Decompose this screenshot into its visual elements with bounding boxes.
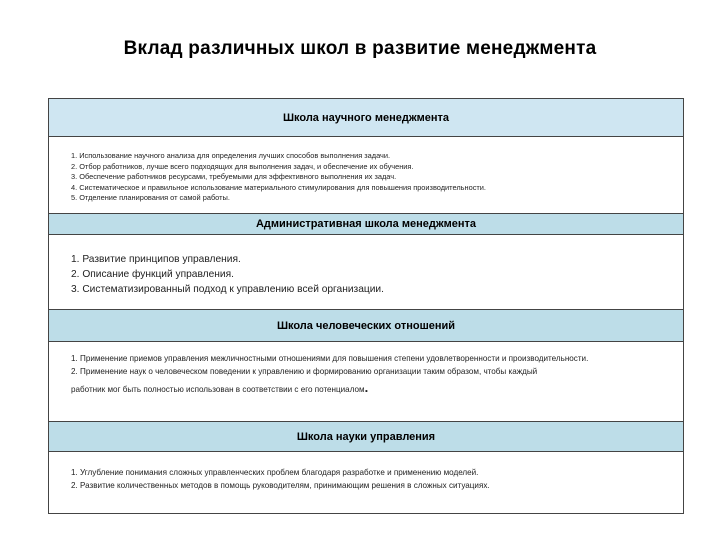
list-item (71, 380, 675, 397)
section-heading-management-science: Школа науки управления (49, 421, 683, 452)
list-item: 2. Отбор работников, лучше всего подходящих для выполнения задач, и обеспечение их обучения. (71, 161, 414, 171)
section-heading-administrative-school: Административная школа менеджмента (49, 213, 683, 235)
list-item: 4. Систематическое и правильное использование материального стимулирования для повышения производительности. (71, 182, 486, 192)
section-body-management-science (71, 467, 675, 492)
list-item: 1. Использование научного анализа для определения лучших способов выполнения задачи. (71, 151, 391, 160)
list-item: 1. Развитие принципов управления. (71, 254, 241, 265)
section-heading-human-relations: Школа человеческих отношений (49, 309, 683, 342)
list-item: 1. Углубление понимания сложных управленческих проблем благодаря разработке и применению моделей. (71, 468, 479, 477)
schools-table (48, 98, 684, 514)
section-body-scientific-management (71, 151, 675, 204)
section-body-administrative-school (71, 252, 675, 297)
list-item: 2. Развитие количественных методов в помощь руководителям, принимающим решения в сложных ситуациях. (71, 480, 490, 490)
list-item-text: работник мог быть полностью использован в соответствии с его потенциалом (71, 385, 365, 395)
list-item: 2. Описание функций управления. (71, 269, 234, 280)
list-item: 3. Систематизированный подход к управлению всей организации. (71, 284, 384, 295)
list-item: 5. Отделение планирования от самой работы. (71, 193, 230, 202)
page-title: Вклад различных школ в развитие менеджмента (123, 38, 597, 59)
list-item: 3. Обеспечение работников ресурсами, требуемыми для эффективного выполнения их задач. (71, 172, 397, 181)
section-body-human-relations (71, 353, 675, 397)
list-item: 2. Применение наук о человеческом поведении к управлению и формированию организации таким образом, чтобы каждый (71, 366, 538, 376)
section-heading-scientific-management: Школа научного менеджмента (49, 98, 683, 137)
list-item-period: . (364, 380, 369, 396)
list-item: 1. Применение приемов управления межличностными отношениями для повышения степени удовлетворенности и производительности. (71, 354, 589, 363)
